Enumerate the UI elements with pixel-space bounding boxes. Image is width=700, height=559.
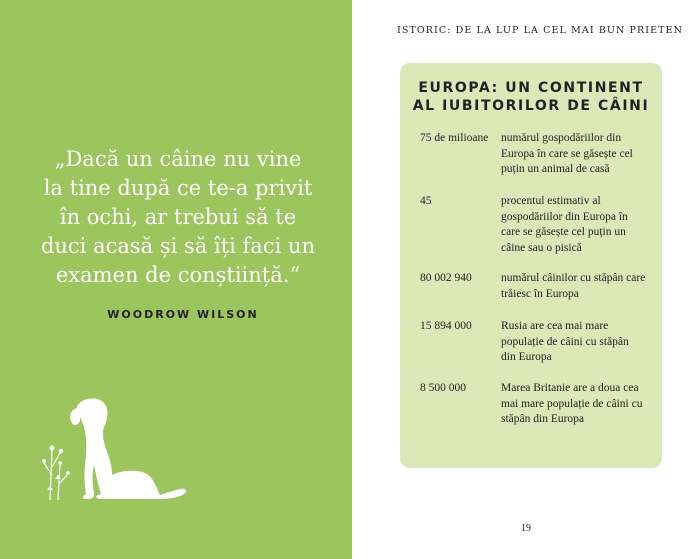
quote-author: WOODROW WILSON [107,308,259,321]
sitting-dog-illustration [40,395,210,505]
infobox-title-line: EUROPA: UN CONTINENT [418,80,644,96]
quote [28,145,328,290]
running-header: ISTORIC: DE LA LUP LA CEL MAI BUN PRIETEN [397,25,684,36]
stat-description: numărul câinilor cu stăpân care trăiesc în Europa [501,272,646,300]
page-number: 19 [521,523,531,534]
stat-description: Rusia are cea mai mare populație de câini cu stăpân din Europa [501,320,629,363]
infobox-title [400,79,662,115]
stat-description: Marea Britanie are a doua cea mai mare populație de câini cu stăpân din Europa [501,382,643,425]
right-page [352,0,700,559]
stat-value: 75 de milioane [420,132,489,144]
stat-description: numărul gospodăriilor din Europa în care se găsește cel puțin un animal de casă [501,132,633,175]
stat-value: 15 894 000 [420,320,472,332]
quote-line: în ochi, ar trebui să te [59,205,297,229]
quote-line: examen de conștiință.“ [55,263,301,287]
infobox [400,63,662,468]
quote-line: „Dacă un câine nu vine [54,147,302,171]
stat-value: 8 500 000 [420,382,466,394]
quote-line: duci acasă și să îți faci un [40,234,316,258]
infobox-title-line: AL IUBITORILOR DE CÂINI [412,98,650,114]
quote-line: la tine după ce te-a privit [43,176,313,200]
stat-value: 45 [420,195,432,207]
stat-value: 80 002 940 [420,272,472,284]
stat-description: procentul estimativ al gospodăriilor din Europa în care se găsește cel puțin un câine sau o pisică [501,195,628,254]
